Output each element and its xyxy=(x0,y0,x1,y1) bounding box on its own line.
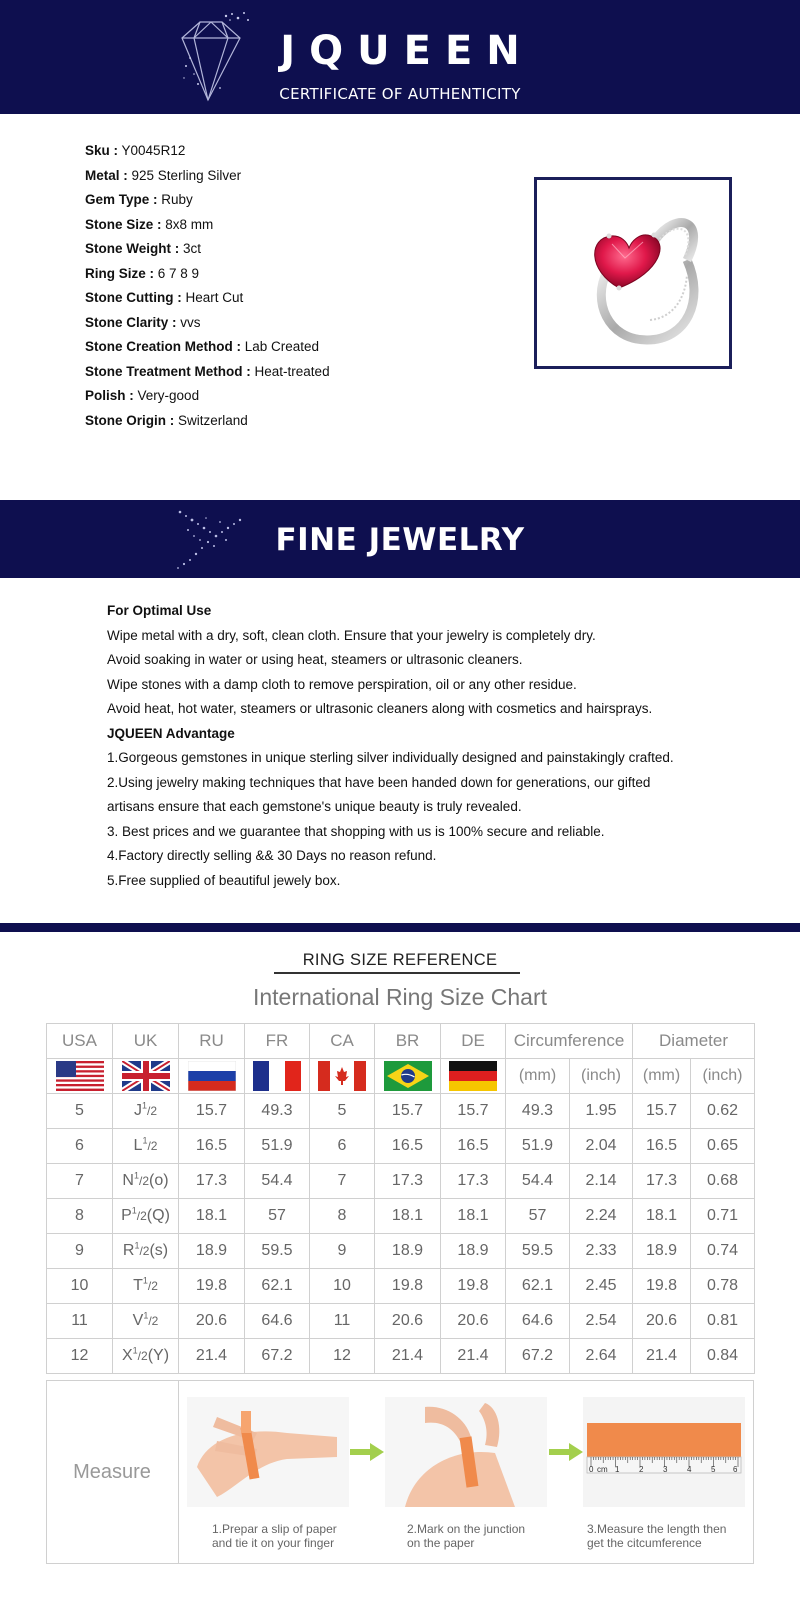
cell-usa: 7 xyxy=(47,1164,113,1199)
header-fr: FR xyxy=(245,1024,310,1059)
cell-de: 21.4 xyxy=(441,1339,506,1374)
cell-dia-in: 0.68 xyxy=(691,1164,755,1199)
spec-polish: Polish : Very-good xyxy=(85,388,200,403)
spec-treatment-method: Stone Treatment Method : Heat-treated xyxy=(85,363,330,379)
unit-circ-inch: (inch) xyxy=(570,1059,633,1094)
step1-caption: 1.Prepar a slip of paper and tie it on your finger xyxy=(212,1522,337,1550)
spec-stone-weight: Stone Weight : 3ct xyxy=(85,241,202,256)
cell-de: 15.7 xyxy=(441,1094,506,1129)
cell-dia-mm: 19.8 xyxy=(633,1269,691,1304)
header-ru: RU xyxy=(179,1024,245,1059)
cell-uk: $V^1/2$ xyxy=(113,1304,179,1339)
cell-circ-mm: 49.3 xyxy=(506,1094,570,1129)
care-instructions xyxy=(107,603,767,897)
brand-title: JQUEEN xyxy=(280,28,534,74)
spec-metal: Metal : 925 Sterling Silver xyxy=(85,167,242,183)
ruler-number: 6 xyxy=(733,1465,738,1474)
header-uk: UK xyxy=(113,1024,179,1059)
cell-circ-in: 2.24 xyxy=(570,1199,633,1234)
spec-list xyxy=(85,143,485,437)
ruler-number: 0 xyxy=(589,1465,594,1474)
cell-usa: 11 xyxy=(47,1304,113,1339)
cell-br: 20.6 xyxy=(375,1304,441,1339)
cell-circ-in: 2.04 xyxy=(570,1129,633,1164)
spec-stone-cutting: Stone Cutting : Heart Cut xyxy=(85,290,244,305)
cell-circ-mm: 54.4 xyxy=(506,1164,570,1199)
spec-sku: Sku : Y0045R12 xyxy=(85,143,186,158)
cell-dia-mm: 17.3 xyxy=(633,1164,691,1199)
optimal-use-heading: For Optimal Use xyxy=(107,603,212,618)
title-underline xyxy=(274,972,520,974)
cell-br: 19.8 xyxy=(375,1269,441,1304)
header-banner xyxy=(0,0,800,114)
size-rows xyxy=(47,1094,755,1374)
cell-br: 17.3 xyxy=(375,1164,441,1199)
certificate-subtitle: CERTIFICATE OF AUTHENTICITY xyxy=(279,85,521,103)
cell-ca: 5 xyxy=(310,1094,375,1129)
cell-de: 16.5 xyxy=(441,1129,506,1164)
ruler-number: 1 xyxy=(615,1465,620,1474)
advantage-heading: JQUEEN Advantage xyxy=(107,725,235,741)
cell-dia-in: 0.62 xyxy=(691,1094,755,1129)
header-de: DE xyxy=(441,1024,506,1059)
cell-ru: 17.3 xyxy=(179,1164,245,1199)
cell-fr: 67.2 xyxy=(245,1339,310,1374)
cell-ca: 11 xyxy=(310,1304,375,1339)
cell-ru: 18.9 xyxy=(179,1234,245,1269)
arrow-right-icon xyxy=(350,1443,384,1461)
advantage-line: artisans ensure that each gemstone's unique beauty is truly revealed. xyxy=(107,799,522,814)
cell-dia-mm: 20.6 xyxy=(633,1304,691,1339)
uk-flag-icon xyxy=(122,1061,170,1091)
fine-jewelry-title: FINE JEWELRY xyxy=(275,522,525,558)
cell-circ-in: 1.95 xyxy=(570,1094,633,1129)
cell-ca: 10 xyxy=(310,1269,375,1304)
header-ca: CA xyxy=(310,1024,375,1059)
cell-br: 18.1 xyxy=(375,1199,441,1234)
cell-ru: 18.1 xyxy=(179,1199,245,1234)
step2-caption: 2.Mark on the junction on the paper xyxy=(407,1522,526,1550)
unit-dia-inch: (inch) xyxy=(691,1059,755,1094)
cell-uk: $J^1/2$ xyxy=(113,1094,179,1129)
russia-flag-icon xyxy=(188,1061,236,1091)
cell-dia-mm: 15.7 xyxy=(633,1094,691,1129)
cell-circ-in: 2.54 xyxy=(570,1304,633,1339)
france-flag-icon xyxy=(253,1061,301,1091)
cell-dia-in: 0.74 xyxy=(691,1234,755,1269)
table-row xyxy=(47,1199,755,1234)
cell-uk: $L^1/2$ xyxy=(113,1129,179,1164)
cell-br: 16.5 xyxy=(375,1129,441,1164)
cell-dia-in: 0.78 xyxy=(691,1269,755,1304)
advantage-line: 1.Gorgeous gemstones in unique sterling silver individually designed and painstakingly crafted. xyxy=(107,750,674,765)
ring-size-table xyxy=(46,1023,755,1374)
cell-fr: 64.6 xyxy=(245,1304,310,1339)
unit-circ-mm: (mm) xyxy=(506,1059,570,1094)
usa-flag-icon xyxy=(56,1061,104,1091)
product-photo xyxy=(534,177,732,369)
table-row xyxy=(47,1094,755,1129)
cell-usa: 8 xyxy=(47,1199,113,1234)
step3-caption: 3.Measure the length then get the citcumference xyxy=(587,1522,727,1550)
care-line: Avoid soaking in water or using heat, steamers or ultrasonic cleaners. xyxy=(107,652,523,667)
cell-dia-in: 0.84 xyxy=(691,1339,755,1374)
cell-circ-mm: 51.9 xyxy=(506,1129,570,1164)
cell-ca: 7 xyxy=(310,1164,375,1199)
table-row xyxy=(47,1339,755,1374)
spec-stone-origin: Stone Origin : Switzerland xyxy=(85,412,248,428)
spec-stone-clarity: Stone Clarity : vvs xyxy=(85,314,201,330)
fine-jewelry-banner xyxy=(0,500,800,578)
cell-de: 19.8 xyxy=(441,1269,506,1304)
cell-circ-mm: 57 xyxy=(506,1199,570,1234)
care-line: Wipe stones with a damp cloth to remove perspiration, oil or any other residue. xyxy=(107,676,577,692)
arrow-right-icon xyxy=(549,1443,583,1461)
table-row xyxy=(47,1269,755,1304)
unit-dia-mm: (mm) xyxy=(633,1059,691,1094)
ruler-number: 4 xyxy=(687,1465,692,1474)
section-divider xyxy=(0,923,800,932)
cell-ru: 19.8 xyxy=(179,1269,245,1304)
step1-tie-paper-image xyxy=(187,1397,349,1507)
care-line: Wipe metal with a dry, soft, clean cloth. Ensure that your jewelry is completely dry. xyxy=(107,627,596,643)
table-header-row xyxy=(47,1024,755,1059)
header-br: BR xyxy=(375,1024,441,1059)
flag-row xyxy=(47,1059,755,1094)
cell-fr: 54.4 xyxy=(245,1164,310,1199)
care-line: Avoid heat, hot water, steamers or ultrasonic cleaners along with cosmetics and hairsprays. xyxy=(107,701,653,716)
cell-ru: 15.7 xyxy=(179,1094,245,1129)
cell-circ-in: 2.14 xyxy=(570,1164,633,1199)
ring-size-reference-title: RING SIZE REFERENCE xyxy=(302,951,498,969)
ring-size-chart-title: International Ring Size Chart xyxy=(252,984,548,1010)
ruler-number: 3 xyxy=(663,1465,668,1474)
cell-de: 17.3 xyxy=(441,1164,506,1199)
cell-ru: 16.5 xyxy=(179,1129,245,1164)
cell-usa: 6 xyxy=(47,1129,113,1164)
advantage-line: 2.Using jewelry making techniques that have been handed down for generations, our gifted xyxy=(107,774,651,790)
header-diameter: Diameter xyxy=(633,1024,755,1059)
cell-circ-in: 2.33 xyxy=(570,1234,633,1269)
cell-usa: 12 xyxy=(47,1339,113,1374)
cell-dia-mm: 18.1 xyxy=(633,1199,691,1234)
cell-fr: 49.3 xyxy=(245,1094,310,1129)
heart-ruby-ring-image xyxy=(537,180,729,366)
cell-ca: 6 xyxy=(310,1129,375,1164)
cell-de: 20.6 xyxy=(441,1304,506,1339)
ruler-number: 2 xyxy=(639,1465,644,1474)
cell-circ-mm: 64.6 xyxy=(506,1304,570,1339)
cell-uk: $T^1/2$ xyxy=(113,1269,179,1304)
cell-dia-mm: 18.9 xyxy=(633,1234,691,1269)
ruler-number: 5 xyxy=(711,1465,716,1474)
table-row xyxy=(47,1234,755,1269)
cell-uk: $P^1/2(Q)$ xyxy=(113,1199,179,1234)
cell-br: 21.4 xyxy=(375,1339,441,1374)
cell-uk: $N^1/2(o)$ xyxy=(113,1164,179,1199)
cell-circ-mm: 62.1 xyxy=(506,1269,570,1304)
cell-circ-mm: 59.5 xyxy=(506,1234,570,1269)
cell-usa: 9 xyxy=(47,1234,113,1269)
advantage-line: 3. Best prices and we guarantee that shopping with us is 100% secure and reliable. xyxy=(107,823,605,839)
cell-circ-in: 2.64 xyxy=(570,1339,633,1374)
cell-ru: 21.4 xyxy=(179,1339,245,1374)
step3-ruler-image xyxy=(583,1397,745,1507)
germany-flag-icon xyxy=(449,1061,497,1091)
cell-dia-mm: 16.5 xyxy=(633,1129,691,1164)
cell-circ-in: 2.45 xyxy=(570,1269,633,1304)
spec-stone-size: Stone Size : 8x8 mm xyxy=(85,216,214,232)
cell-fr: 57 xyxy=(245,1199,310,1234)
measure-label: Measure xyxy=(46,1380,179,1564)
cell-usa: 10 xyxy=(47,1269,113,1304)
cell-de: 18.1 xyxy=(441,1199,506,1234)
cell-dia-in: 0.81 xyxy=(691,1304,755,1339)
cell-uk: $X^1/2(Y)$ xyxy=(113,1339,179,1374)
cell-dia-mm: 21.4 xyxy=(633,1339,691,1374)
cell-ca: 8 xyxy=(310,1199,375,1234)
header-usa: USA xyxy=(47,1024,113,1059)
cell-fr: 59.5 xyxy=(245,1234,310,1269)
spec-gem-type: Gem Type : Ruby xyxy=(85,192,193,207)
cell-ru: 20.6 xyxy=(179,1304,245,1339)
cell-br: 18.9 xyxy=(375,1234,441,1269)
cell-dia-in: 0.65 xyxy=(691,1129,755,1164)
advantage-line: 5.Free supplied of beautiful jewely box. xyxy=(107,872,341,888)
canada-flag-icon xyxy=(318,1061,366,1091)
advantage-line: 4.Factory directly selling && 30 Days no reason refund. xyxy=(107,848,437,863)
cell-fr: 62.1 xyxy=(245,1269,310,1304)
cell-de: 18.9 xyxy=(441,1234,506,1269)
cell-uk: $R^1/2(s)$ xyxy=(113,1234,179,1269)
step2-mark-paper-image xyxy=(385,1397,547,1507)
table-row xyxy=(47,1164,755,1199)
ruler-number: cm xyxy=(597,1465,608,1474)
header-circumference: Circumference xyxy=(506,1024,633,1059)
brazil-flag-icon xyxy=(384,1061,432,1091)
table-row xyxy=(47,1129,755,1164)
cell-fr: 51.9 xyxy=(245,1129,310,1164)
table-row xyxy=(47,1304,755,1339)
cell-usa: 5 xyxy=(47,1094,113,1129)
spec-ring-size: Ring Size : 6 7 8 9 xyxy=(85,265,200,281)
cell-dia-in: 0.71 xyxy=(691,1199,755,1234)
spec-creation-method: Stone Creation Method : Lab Created xyxy=(85,339,320,354)
cell-ca: 9 xyxy=(310,1234,375,1269)
cell-circ-mm: 67.2 xyxy=(506,1339,570,1374)
cell-br: 15.7 xyxy=(375,1094,441,1129)
cell-ca: 12 xyxy=(310,1339,375,1374)
